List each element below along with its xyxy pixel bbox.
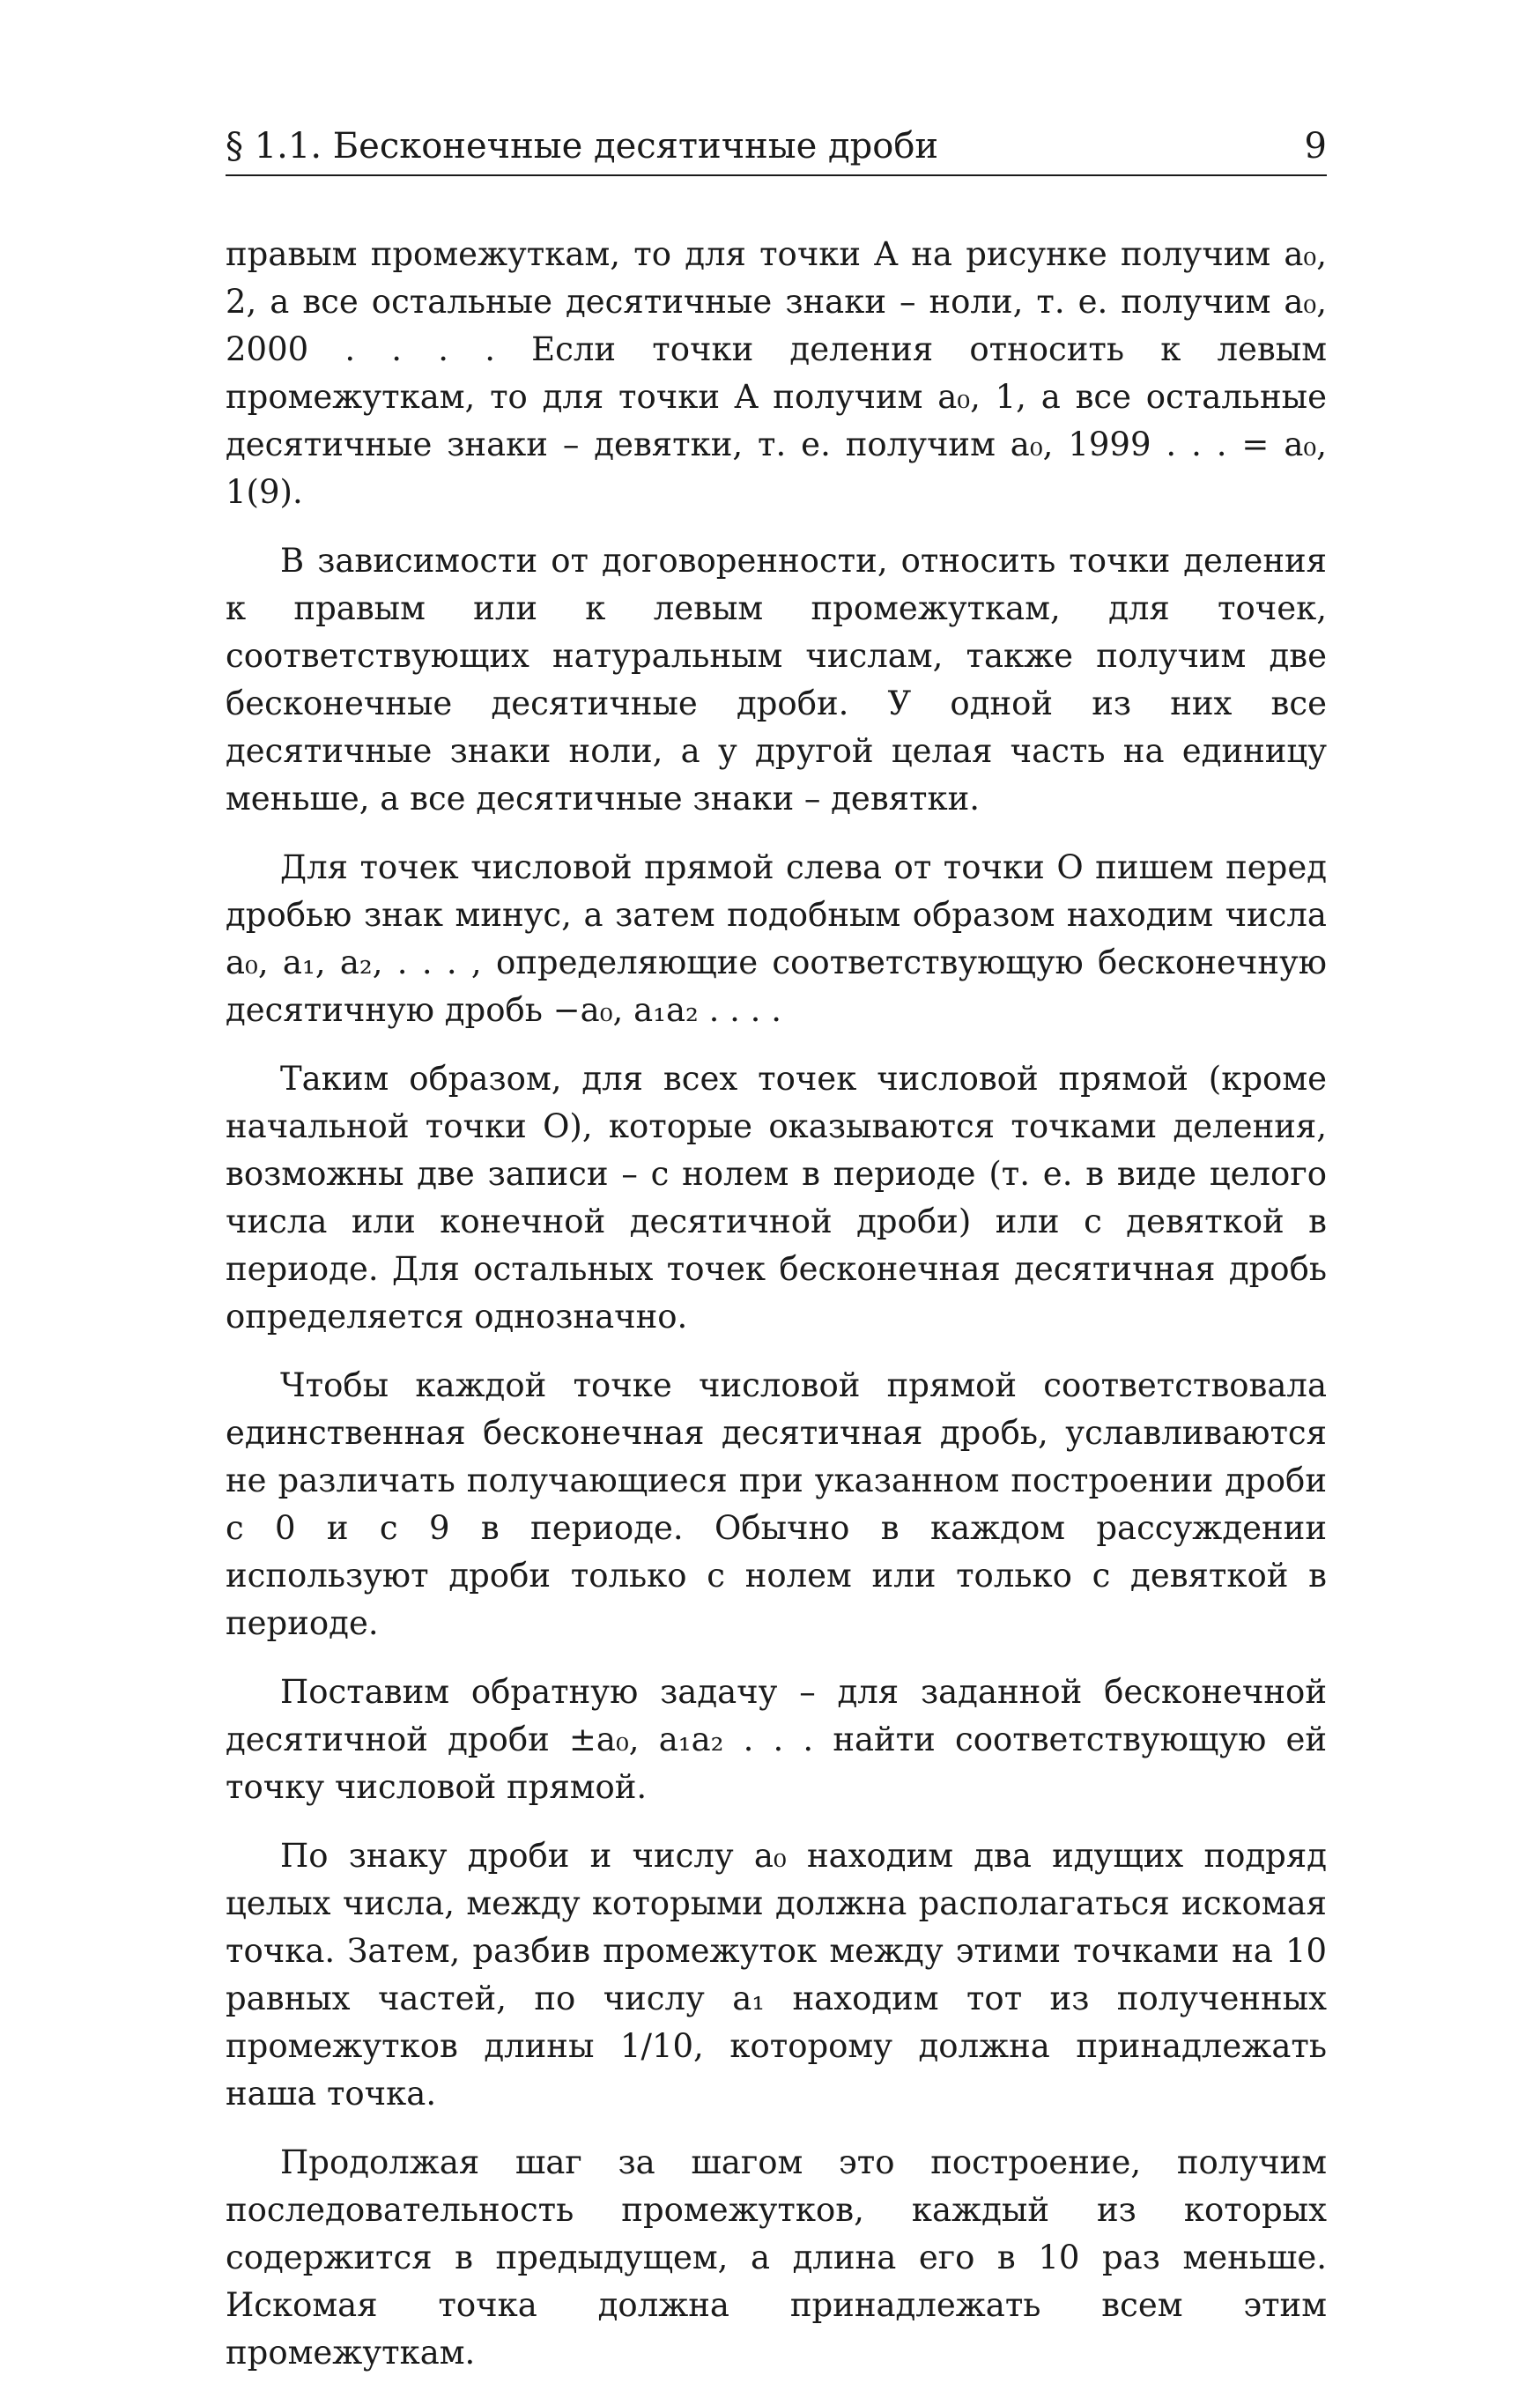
page (226, 123, 1327, 2398)
running-header (226, 123, 1327, 176)
paragraph-4: Таким образом, для всех точек числовой прямой (кроме начальной точки O), которые оказываются точками деления, возможны две записи – с нолем в периоде (т. е. в виде целого числа или конечной десятичной дроби) или с девяткой в периоде. Для остальных точек бесконечная десятичная дробь определяется однозначно. (226, 1060, 1327, 1336)
section-title: § 1.1. Бесконечные десятичные дроби (226, 126, 939, 167)
paragraph-3: Для точек числовой прямой слева от точки O пишем перед дробью знак минус, а затем подобным образом находим числа a₀, a₁, a₂, . . . , определяющие соответствующую бесконечную десятичную дробь −a₀, a₁a₂ . . . . (226, 848, 1327, 1029)
paragraph-2: В зависимости от договоренности, относить точки деления к правым или к левым промежуткам, для точек, соответствующих натуральным числам, также получим две бесконечные десятичные дроби. У одной из них все десятичные знаки ноли, а у другой целая часть на единицу меньше, а все десятичные знаки – девятки. (226, 542, 1327, 818)
paragraph-8: Продолжая шаг за шагом это построение, получим последовательность промежутков, каждый из которых содержится в предыдущем, а длина его в 10 раз меньше. Искомая точка должна принадлежать всем этим промежуткам. (226, 2143, 1327, 2372)
paragraph-7: По знаку дроби и числу a₀ находим два идущих подряд целых числа, между которыми должна располагаться искомая точка. Затем, разбив промежуток между этими точками на 10 равных частей, по числу a₁ находим тот из полученных промежутков длины 1/10, которому должна принадлежать наша точка. (226, 1837, 1327, 2113)
paragraph-1: правым промежуткам, то для точки A на рисунке получим a₀, 2, а все остальные десятичные знаки – ноли, т. е. получим a₀, 2000 . . . . Если точки деления относить к левым промежуткам, то для точки A получим a₀, 1, а все остальные десятичные знаки – девятки, т. е. получим a₀, 1999 . . . = a₀, 1(9). (226, 235, 1327, 511)
paragraph-5: Чтобы каждой точке числовой прямой соответствовала единственная бесконечная десятичная дробь, уславливаются не различать получающиеся при указанном построении дроби с 0 и с 9 в периоде. Обычно в каждом рассуждении используют дроби только с нолем или только с девяткой в периоде. (226, 1366, 1327, 1642)
body-text (226, 231, 1327, 2377)
paragraph-6: Поставим обратную задачу – для заданной бесконечной десятичной дроби ±a₀, a₁a₂ . . . найти соответствующую ей точку числовой прямой. (226, 1673, 1327, 1806)
page-number: 9 (1304, 126, 1327, 167)
